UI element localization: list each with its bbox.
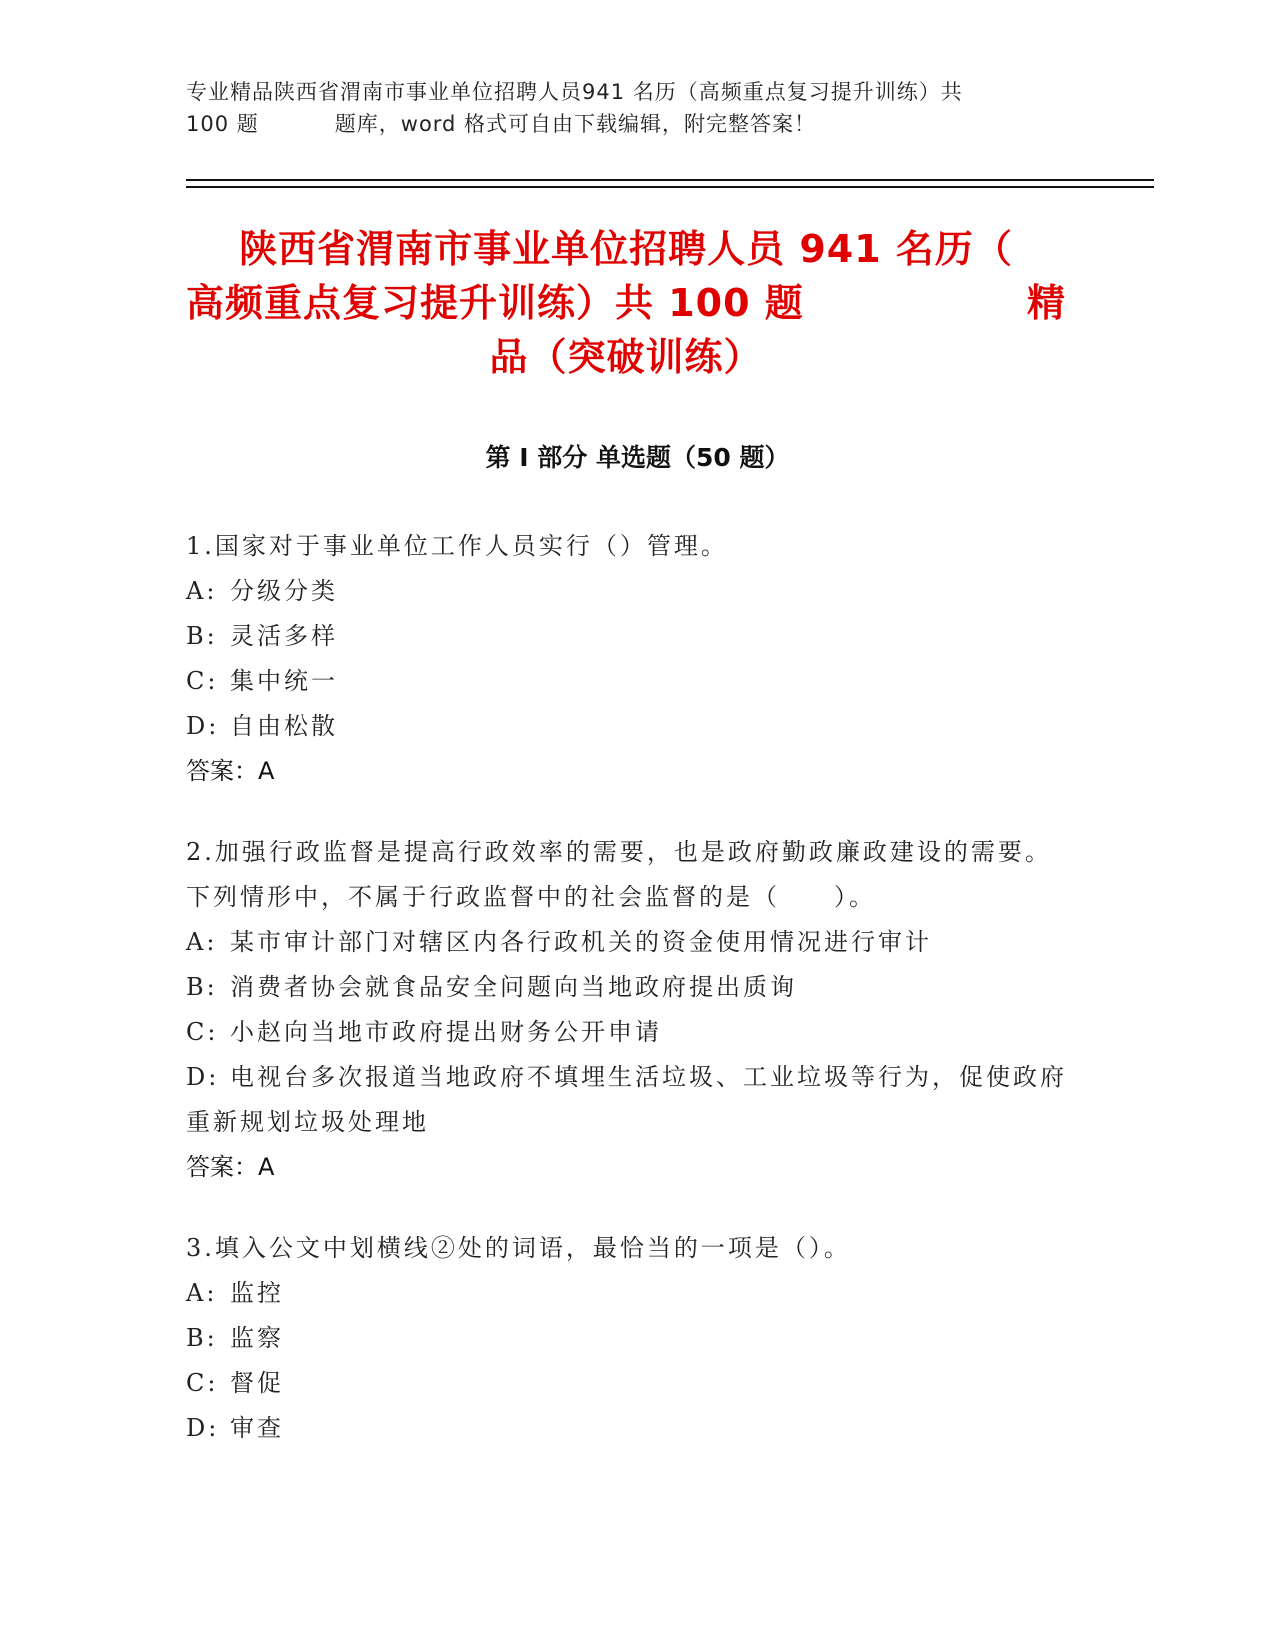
option-letter: B: xyxy=(186,1324,218,1352)
header-divider-top xyxy=(186,179,1154,181)
option-text: 监察 xyxy=(230,1324,284,1352)
option-letter: A: xyxy=(186,928,218,956)
answer: 答案：A xyxy=(186,1153,275,1181)
option-d xyxy=(186,704,1076,749)
option-letter: B: xyxy=(186,973,218,1001)
option-d xyxy=(186,1055,1076,1145)
question-item xyxy=(186,524,1076,794)
header-line-2 xyxy=(186,108,1066,140)
option-b xyxy=(186,614,1076,659)
option-a xyxy=(186,920,1076,965)
option-letter: C: xyxy=(186,667,219,695)
question-list xyxy=(186,524,1076,1487)
question-item xyxy=(186,830,1076,1190)
option-text: 灵活多样 xyxy=(230,622,338,650)
document-title xyxy=(186,222,1066,384)
option-letter: A: xyxy=(186,577,218,605)
option-text: 电视台多次报道当地政府不填埋生活垃圾、工业垃圾等行为，促使政府重新规划垃圾处理地 xyxy=(186,1063,1067,1136)
option-letter: C: xyxy=(186,1369,219,1397)
title-line-1: 陕西省渭南市事业单位招聘人员 941 名历（ xyxy=(239,227,1013,271)
option-letter: D: xyxy=(186,1063,220,1091)
option-c xyxy=(186,1010,1076,1055)
option-text: 某市审计部门对辖区内各行政机关的资金使用情况进行审计 xyxy=(230,928,932,956)
option-b xyxy=(186,965,1076,1010)
question-item xyxy=(186,1226,1076,1451)
option-text: 监控 xyxy=(230,1279,284,1307)
title-line-2-right: 精 xyxy=(1026,281,1066,325)
option-text: 审查 xyxy=(230,1414,284,1442)
option-letter: A: xyxy=(186,1279,218,1307)
option-text: 消费者协会就食品安全问题向当地政府提出质询 xyxy=(230,973,797,1001)
option-b xyxy=(186,1316,1076,1361)
option-d xyxy=(186,1406,1076,1451)
title-line-3: 品（突破训练） xyxy=(489,335,763,379)
option-text: 小赵向当地市政府提出财务公开申请 xyxy=(230,1018,662,1046)
question-stem: 3.填入公文中划横线②处的词语，最恰当的一项是（）。 xyxy=(186,1234,851,1262)
option-c xyxy=(186,1361,1076,1406)
option-text: 督促 xyxy=(230,1369,284,1397)
option-a xyxy=(186,1271,1076,1316)
option-c xyxy=(186,659,1076,704)
question-stem: 2.加强行政监督是提高行政效率的需要，也是政府勤政廉政建设的需要。下列情形中，不属于行政监督中的社会监督的是（ ）。 xyxy=(186,838,1052,911)
option-a xyxy=(186,569,1076,614)
header-divider-bottom xyxy=(186,186,1154,188)
answer: 答案：A xyxy=(186,757,275,785)
option-letter: C: xyxy=(186,1018,219,1046)
option-text: 自由松散 xyxy=(230,712,338,740)
option-text: 分级分类 xyxy=(230,577,338,605)
question-stem: 1.国家对于事业单位工作人员实行（）管理。 xyxy=(186,532,728,560)
header-line-1: 专业精品陕西省渭南市事业单位招聘人员941 名历（高频重点复习提升训练）共 xyxy=(186,80,963,104)
header-line-2-right: 题库，word 格式可自由下载编辑，附完整答案！ xyxy=(334,112,817,136)
header-line-2-left: 100 题 xyxy=(186,112,259,136)
section-title: 第 I 部分 单选题（50 题） xyxy=(485,443,790,472)
option-letter: D: xyxy=(186,712,220,740)
option-text: 集中统一 xyxy=(230,667,338,695)
title-line-2 xyxy=(186,276,1066,330)
page-header xyxy=(186,76,1066,140)
option-letter: D: xyxy=(186,1414,220,1442)
option-letter: B: xyxy=(186,622,218,650)
title-line-2-left: 高频重点复习提升训练）共 100 题 xyxy=(186,281,804,325)
